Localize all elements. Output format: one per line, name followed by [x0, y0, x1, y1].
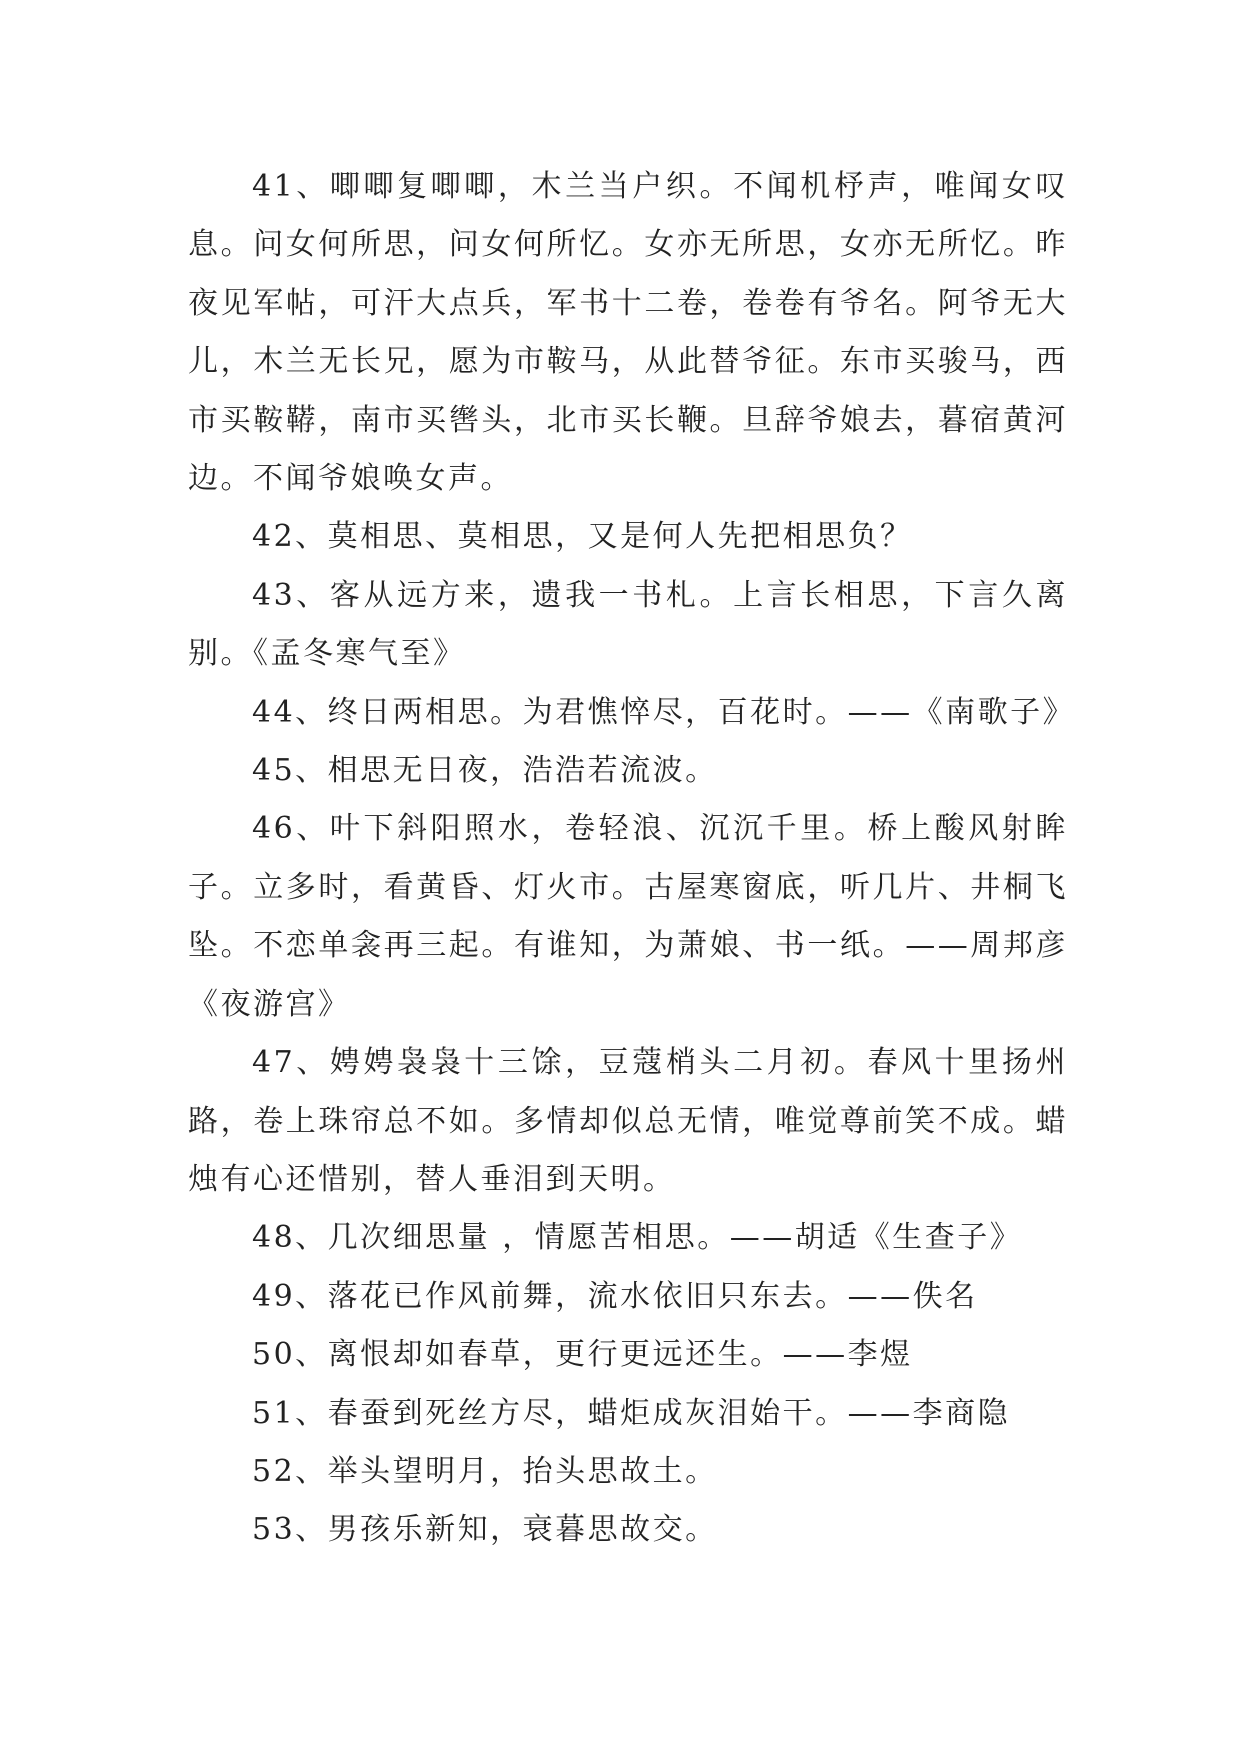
document-body	[188, 158, 1076, 1560]
paragraph-43: 43、客从远方来，遗我一书札。上言长相思，下言久离别。《孟冬寒气至》	[188, 577, 1068, 672]
paragraph-48: 48、几次细思量 ，情愿苦相思。——胡适《生查子》	[252, 1220, 1023, 1256]
paragraph-44: 44、终日两相思。为君憔悴尽，百花时。——《南歌子》	[252, 694, 1076, 730]
paragraph-51: 51、春蚕到死丝方尽，蜡炬成灰泪始干。——李商隐	[252, 1395, 1011, 1431]
paragraph-53: 53、男孩乐新知，衰暮思故交。	[252, 1512, 718, 1548]
paragraph-46: 46、叶下斜阳照水，卷轻浪、沉沉千里。桥上酸风射眸子。立多时，看黄昏、灯火市。古屋寒窗底，听几片、井桐飞坠。不恋单衾再三起。有谁知，为萧娘、书一纸。——周邦彦《夜游宫》	[188, 811, 1068, 1022]
paragraph-41: 41、唧唧复唧唧，木兰当户织。不闻机杼声，唯闻女叹息。问女何所思，问女何所忆。女亦无所思，女亦无所忆。昨夜见军帖，可汗大点兵，军书十二卷，卷卷有爷名。阿爷无大儿，木兰无长兄，愿为市鞍马，从此替爷征。东市买骏马，西市买鞍鞯，南市买辔头，北市买长鞭。旦辞爷娘去，暮宿黄河边。不闻爷娘唤女声。	[188, 169, 1068, 497]
paragraph-50: 50、离恨却如春草，更行更远还生。——李煜	[252, 1337, 913, 1373]
paragraph-49: 49、落花已作风前舞，流水依旧只东去。——佚名	[252, 1278, 978, 1314]
paragraph-45: 45、相思无日夜，浩浩若流波。	[252, 753, 718, 789]
paragraph-52: 52、举头望明月，抬头思故土。	[252, 1453, 718, 1489]
paragraph-42: 42、莫相思、莫相思，又是何人先把相思负？	[252, 519, 913, 555]
paragraph-47: 47、娉娉袅袅十三馀，豆蔻梢头二月初。春风十里扬州路，卷上珠帘总不如。多情却似总无情，唯觉尊前笑不成。蜡烛有心还惜别，替人垂泪到天明。	[188, 1045, 1068, 1197]
